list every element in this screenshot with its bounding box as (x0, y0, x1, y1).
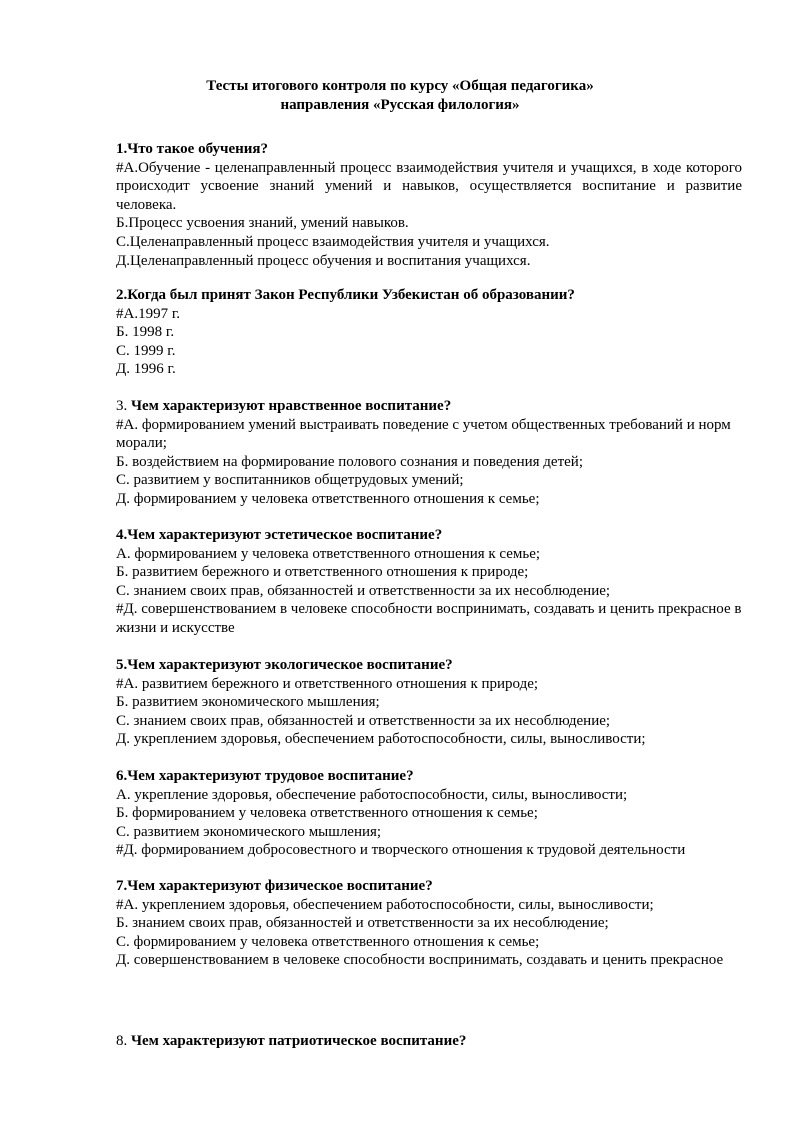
question-block (116, 286, 742, 379)
question-number: 1. (116, 141, 128, 157)
question-number: 2. (116, 287, 128, 303)
answer-option: Б.Процесс усвоения знаний, умений навыков. (116, 215, 409, 232)
answer-option: С. знанием своих прав, обязанностей и ответственности за их несоблюдение; (116, 712, 611, 729)
answer-option: С.Целенаправленный процесс взаимодействия учителя и учащихся. (116, 233, 550, 250)
answer-option: #А. укреплением здоровья, обеспечением работоспособности, силы, выносливости; (116, 896, 654, 913)
answer-option: Д. укреплением здоровья, обеспечением работоспособности, силы, выносливости; (116, 731, 646, 748)
answer-option: А. укрепление здоровья, обеспечение работоспособности, силы, выносливости; (116, 786, 628, 803)
answer-option: А. формированием у человека ответственного отношения к семье; (116, 545, 541, 562)
question-text: Что такое обучения? (127, 141, 269, 157)
question-heading (116, 397, 742, 416)
answer-option: С. 1999 г. (116, 342, 176, 359)
question-heading (116, 526, 742, 545)
answer-option: С. развитием у воспитанников общетрудовых умений; (116, 472, 464, 489)
question-number: 7. (116, 878, 128, 894)
question-text: Чем характеризуют экологическое воспитание? (127, 657, 453, 673)
question-text: Чем характеризуют физическое воспитание? (127, 878, 433, 894)
question-number: 5. (116, 657, 128, 673)
answer-option: Б. развитием бережного и ответственного отношения к природе; (116, 564, 529, 581)
question-block (116, 140, 742, 270)
question-block (116, 877, 742, 970)
answer-option: Д.Целенаправленный процесс обучения и воспитания учащихся. (116, 252, 531, 269)
answer-option: Б. знанием своих прав, обязанностей и ответственности за их несоблюдение; (116, 915, 609, 932)
answer-option: Д. формированием у человека ответственного отношения к семье; (116, 490, 540, 507)
answer-option: Б. формированием у человека ответственного отношения к семье; (116, 805, 538, 822)
question-text: Чем характеризуют эстетическое воспитание? (127, 527, 443, 543)
question-text: Чем характеризуют трудовое воспитание? (127, 768, 414, 784)
answer-option: #А. формированием умений выстраивать поведение с учетом общественных требований и норм морали; (116, 416, 731, 452)
question-number: 3. (116, 398, 128, 414)
question-number: 8. (116, 1033, 128, 1049)
question-block (116, 397, 742, 509)
question-heading (116, 286, 742, 305)
answer-option: Д. совершенствованием в человеке способности воспринимать, создавать и ценить прекрасное (116, 952, 724, 969)
question-text: Когда был принят Закон Республики Узбекистан об образовании? (127, 287, 575, 303)
question-block (116, 1032, 742, 1051)
question-number: 4. (116, 527, 128, 543)
answer-option: Б. воздействием на формирование полового сознания и поведения детей; (116, 453, 583, 470)
answer-option: #А. развитием бережного и ответственного отношения к природе; (116, 675, 539, 692)
title-line-1: Тесты итогового контроля по курсу «Общая педагогика» (206, 78, 594, 94)
answer-option: С. формированием у человека ответственного отношения к семье; (116, 933, 540, 950)
question-text: Чем характеризуют нравственное воспитание? (131, 398, 452, 414)
answer-option: #А.Обучение - целенаправленный процесс взаимодействия учителя и учащихся, в ходе которого происходит усвоение знаний умений и навыков, осуществляется воспитание и развитие человека. (116, 159, 742, 213)
question-heading (116, 767, 742, 786)
question-heading (116, 656, 742, 675)
document-title (0, 77, 800, 114)
question-number: 6. (116, 768, 128, 784)
question-heading (116, 1032, 742, 1051)
question-block (116, 526, 742, 638)
answer-option: С. развитием экономического мышления; (116, 823, 382, 840)
answer-option: Б. развитием экономического мышления; (116, 694, 380, 711)
answer-option: #А.1997 г. (116, 305, 181, 322)
question-block (116, 767, 742, 860)
question-heading (116, 877, 742, 896)
question-heading (116, 140, 742, 159)
answer-option: #Д. формированием добросовестного и творческого отношения к трудовой деятельности (116, 842, 686, 859)
answer-option: С. знанием своих прав, обязанностей и ответственности за их несоблюдение; (116, 582, 611, 599)
answer-option: #Д. совершенствованием в человеке способности воспринимать, создавать и ценить прекрасное в жизни и искусстве (116, 601, 742, 636)
question-block (116, 656, 742, 749)
question-text: Чем характеризуют патриотическое воспитание? (131, 1033, 467, 1049)
title-line-2: направления «Русская филология» (280, 96, 520, 113)
answer-option: Б. 1998 г. (116, 324, 175, 341)
answer-option: Д. 1996 г. (116, 361, 176, 378)
